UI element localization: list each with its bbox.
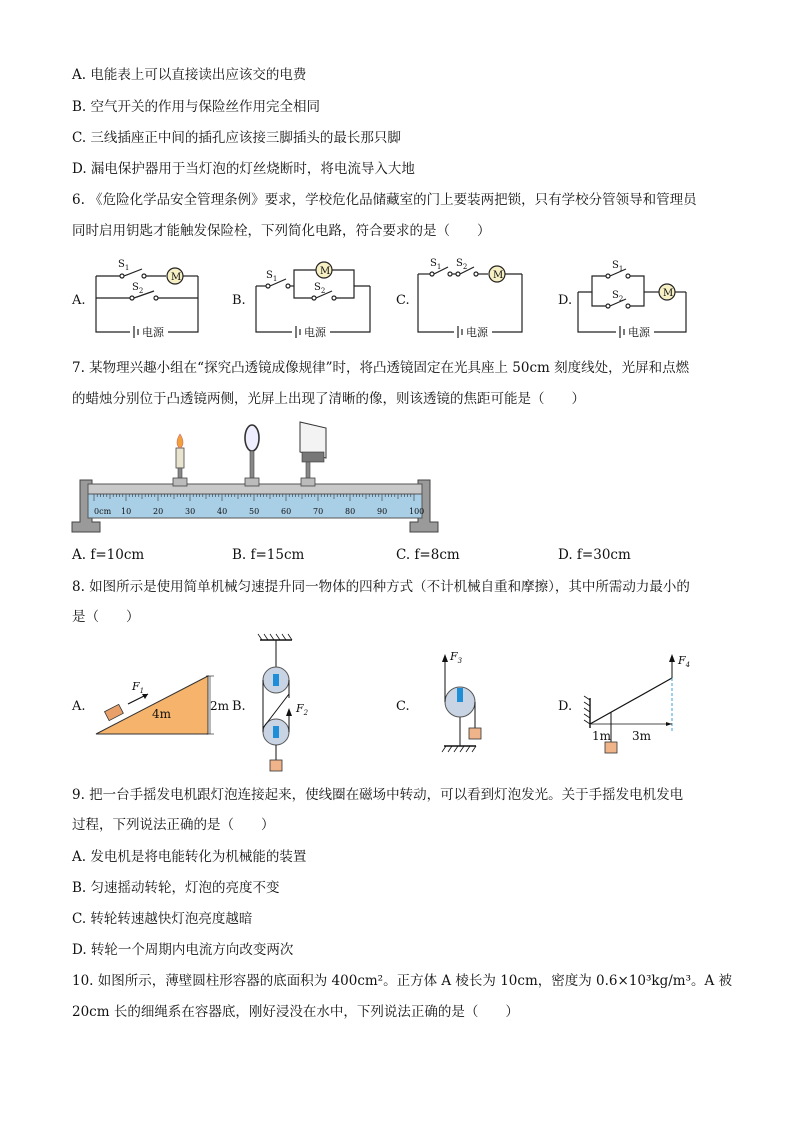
candle [173,434,187,486]
q8-option-a-letter: A. [72,699,86,714]
q7-option-d: D. f=30cm [558,547,631,563]
q7-scale-label: 10 [121,507,132,516]
q8-stem-line2: 是（ ） [72,609,140,625]
q6-d-s1-label: $S_1$ [612,260,624,273]
q7-option-a: A. f=10cm [72,547,145,563]
q6-d-power-label: 电源 [628,326,650,339]
q7-stem-line2: 的蜡烛分别位于凸透镜两侧，光屏上出现了清晰的像，则该透镜的焦距可能是（ ） [72,391,585,407]
q6-b-s2-label: $S_2$ [314,282,326,295]
q6-stem-line2: 同时启用钥匙才能触发保险栓，下列简化电路，符合要求的是（ ） [72,223,491,239]
q10-stem-line2: 20cm 长的细绳系在容器底，刚好浸没在水中，下列说法正确的是（ ） [72,1004,519,1020]
q7-optical-bench-figure [70,418,450,536]
q6-b-s1-label: $S_1$ [266,270,278,283]
q6-b-motor-label: M [320,266,331,277]
q8-a-length-label: 4m [152,707,172,721]
q6-c-s1-label: $S_1$ [430,258,442,271]
q8-option-d-letter: D. [558,699,573,714]
q6-option-d-letter: D. [558,293,573,308]
q9-stem-line1: 9. 把一台手摇发电机跟灯泡连接起来，使线圈在磁场中转动，可以看到灯泡发光。关于手摇发电机发电 [72,787,684,803]
q6-option-b-letter: B. [232,293,246,308]
q6-option-a-letter: A. [72,293,86,308]
q5-option-d: D. 漏电保护器用于当灯泡的灯丝烧断时，将电流导入大地 [72,161,415,177]
q6-d-motor-label: M [663,288,674,299]
q7-scale-label: 50 [249,507,260,516]
q7-options [0,546,794,564]
q9-stem-line2: 过程，下列说法正确的是（ ） [72,817,275,833]
light-screen [300,422,326,486]
q8-c-f3-label: $F_3$ [450,650,463,665]
q7-scale-label: 100 [409,507,425,516]
q6-stem-line1: 6. 《危险化学品安全管理条例》要求，学校危化品储藏室的门上要装两把锁，只有学校分管领导和管理员 [72,192,697,208]
q8-d-f4-label: $F_4$ [678,654,691,669]
q9-option-c: C. 转轮转速越快灯泡亮度越暗 [72,911,253,927]
q7-scale-label: 70 [313,507,324,516]
q6-c-motor-label: M [493,270,504,281]
q8-d-long-arm-label: 3m [632,729,652,743]
q8-fixed-pulley [442,654,481,752]
q6-a-motor-label: M [171,272,182,283]
q7-scale-label: 90 [377,507,388,516]
q8-option-b-letter: B. [232,699,246,714]
q7-scale-label: 60 [281,507,292,516]
q9-option-a: A. 发电机是将电能转化为机械能的装置 [72,849,307,865]
q8-stem-line1: 8. 如图所示是使用简单机械匀速提升同一物体的四种方式（不计机械自重和摩擦），其中所需动力最小的 [72,579,690,595]
q10-stem-line1: 10. 如图所示，薄壁圆柱形容器的底面积为 400cm²。正方体 A 棱长为 10cm，密度为 0.6×10³kg/m³。A 被 [72,973,733,989]
convex-lens [245,425,259,486]
q7-scale-label: 30 [185,507,196,516]
q8-d-short-arm-label: 1m [592,729,612,743]
q6-a-power-label: 电源 [142,326,164,339]
q7-stem-line1: 7. 某物理兴趣小组在“探究凸透镜成像规律”时，将凸透镜固定在光具座上 50cm 刻度线处，光屏和点燃 [72,360,690,376]
q7-scale-label: 20 [153,507,164,516]
q6-circuit-figures [60,252,750,348]
q5-option-c: C. 三线插座正中间的插孔应该接三脚插头的最长那只脚 [72,130,401,146]
q8-a-height-label: 2m [210,699,230,713]
q7-option-c: C. f=8cm [396,547,460,563]
q5-option-b: B. 空气开关的作用与保险丝作用完全相同 [72,99,321,115]
q8-machine-figures [60,628,750,774]
q8-incline [96,676,214,734]
q6-b-power-label: 电源 [304,326,326,339]
q8-a-f1-label: $F_1$ [132,680,145,695]
q6-c-s2-label: $S_2$ [456,258,468,271]
q7-scale-label: 40 [217,507,228,516]
q9-option-b: B. 匀速摇动转轮，灯泡的亮度不变 [72,880,280,896]
q7-scale-label: 0cm [94,507,112,516]
q7-scale-label: 80 [345,507,356,516]
q8-option-c-letter: C. [396,699,410,714]
q8-b-f2-label: $F_2$ [296,702,309,717]
q6-c-power-label: 电源 [466,326,488,339]
q5-option-a: A. 电能表上可以直接读出应该交的电费 [72,67,307,83]
q6-a-s1-label: $S_1$ [118,259,130,272]
q7-option-b: B. f=15cm [232,547,305,563]
q6-a-s2-label: $S_2$ [132,282,144,295]
q6-option-c-letter: C. [396,293,410,308]
q6-d-s2-label: $S_2$ [612,290,624,303]
q9-option-d: D. 转轮一个周期内电流方向改变两次 [72,942,294,958]
q8-pulley-block [258,634,292,771]
